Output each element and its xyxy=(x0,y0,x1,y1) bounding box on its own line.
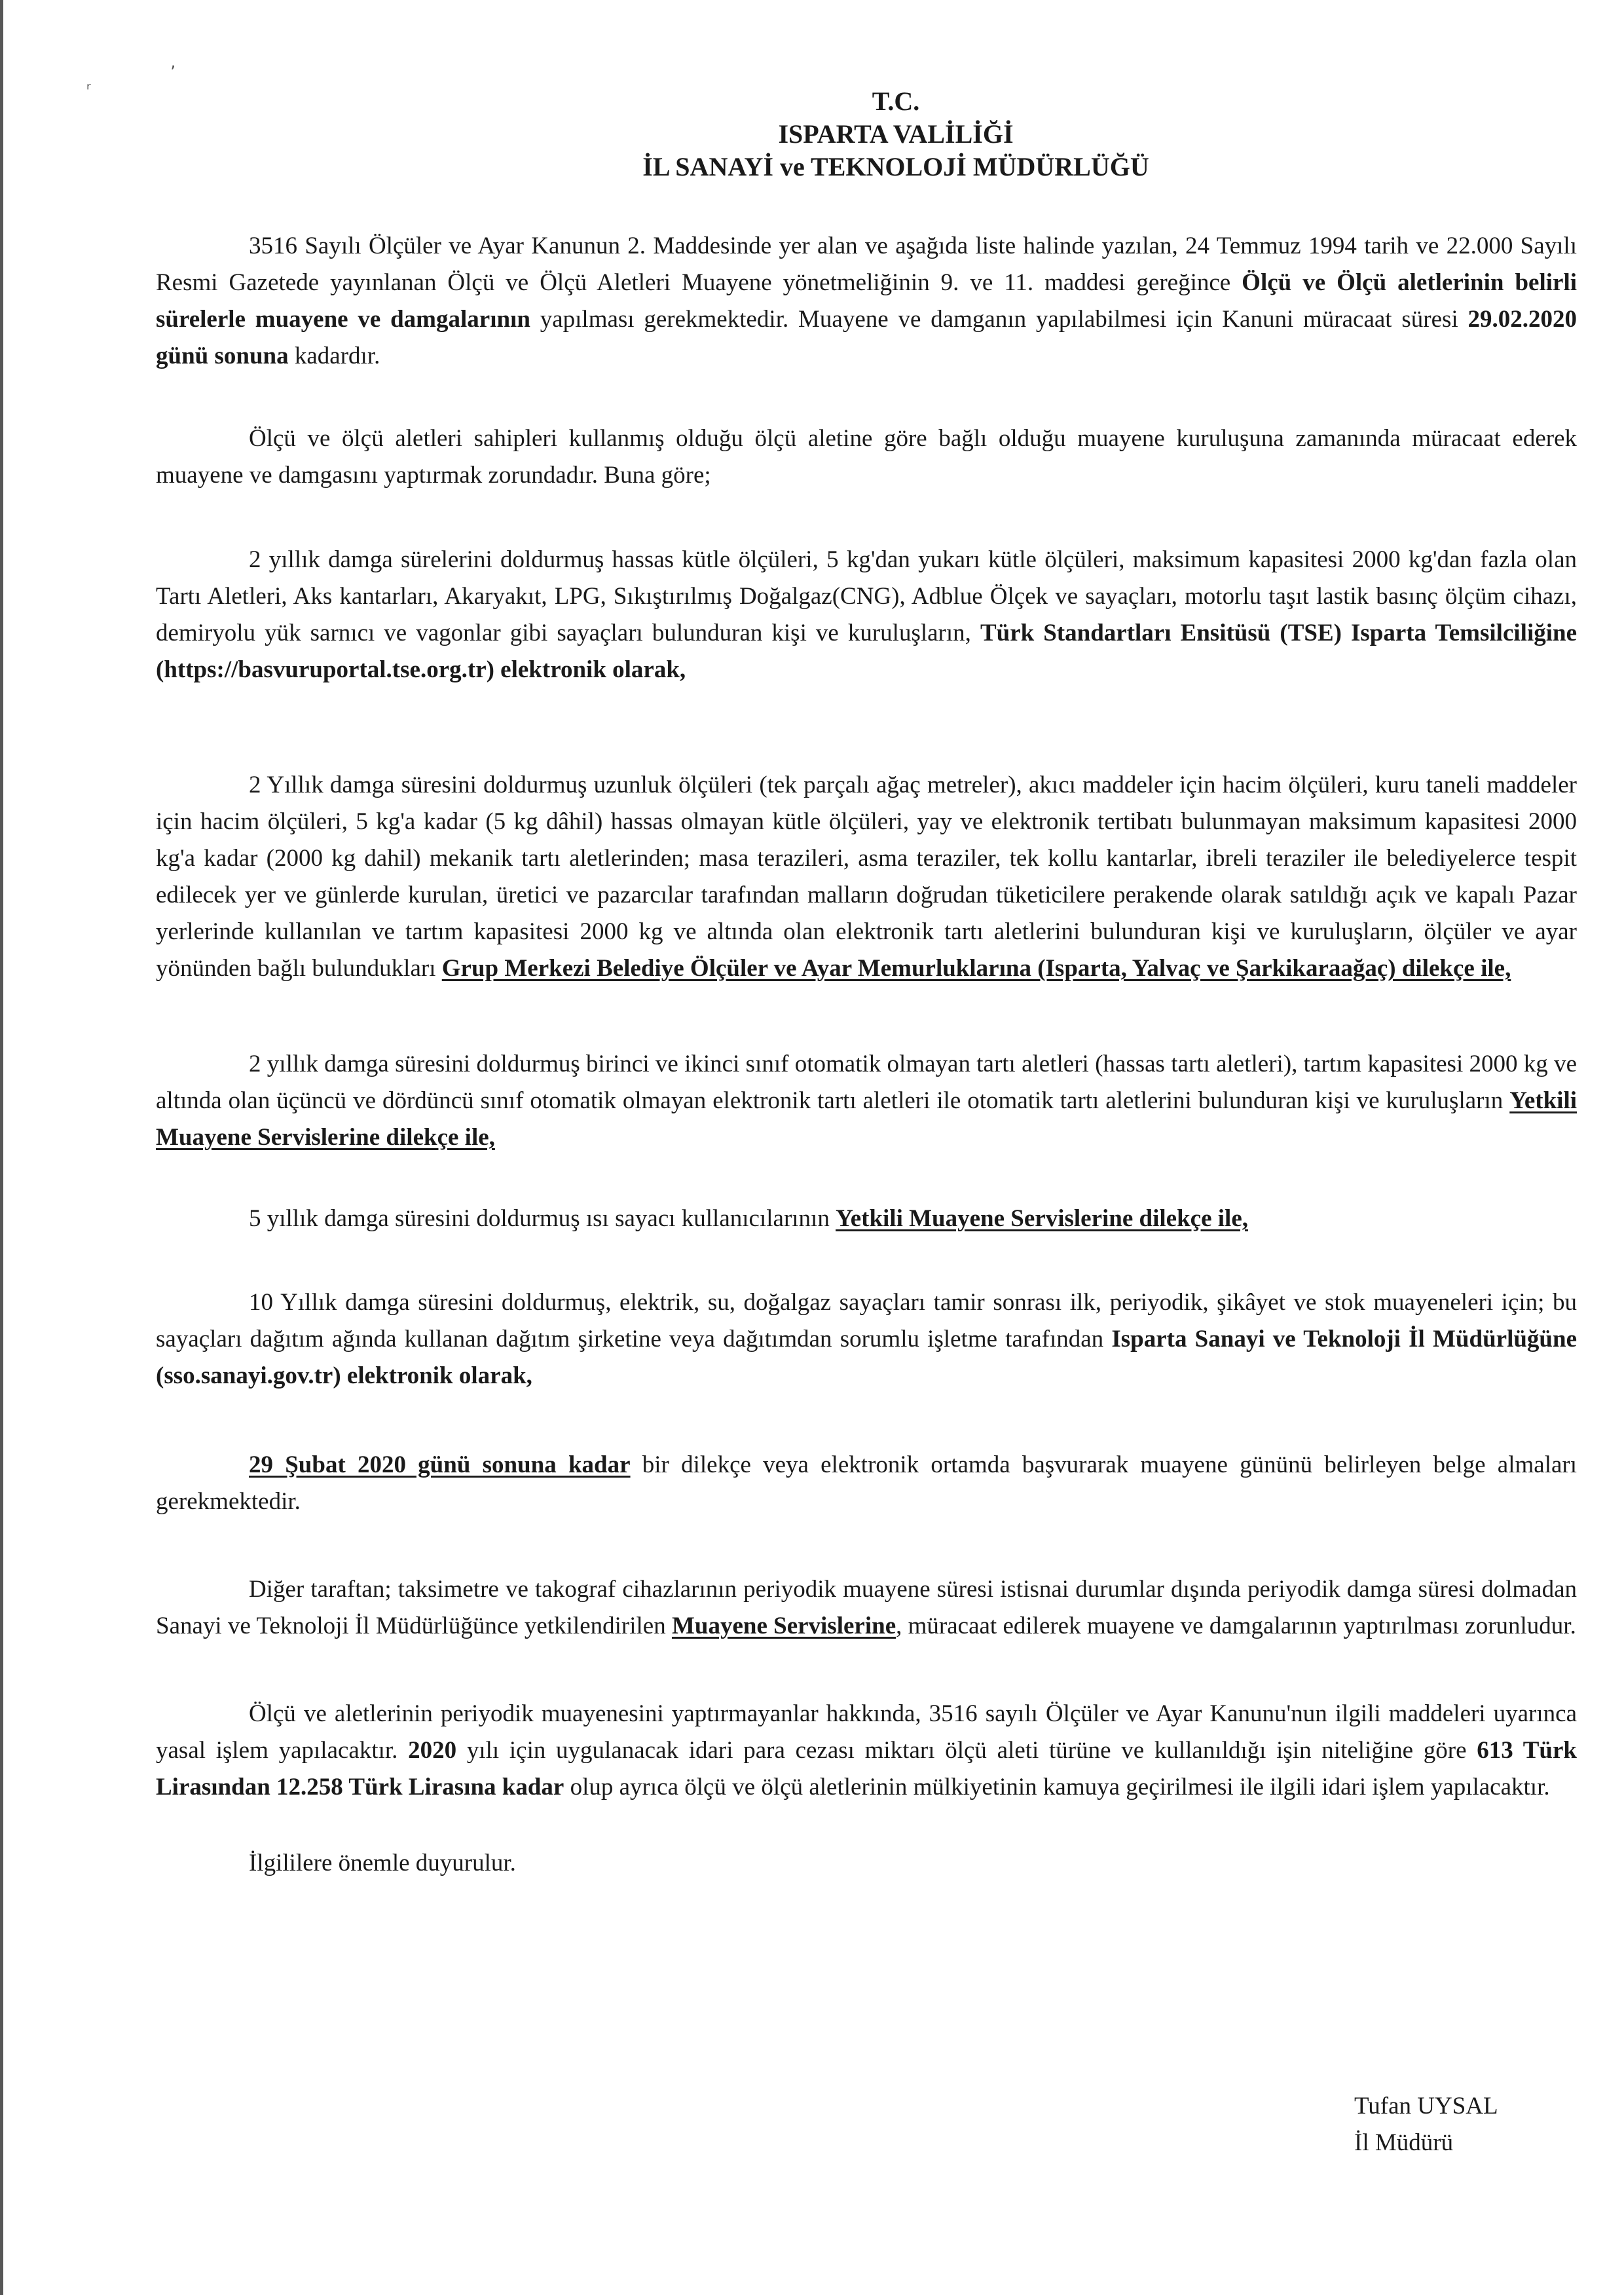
paragraph-text: kadardır. xyxy=(288,343,380,369)
paragraph-bold-underlined-text: Yetkili Muayene Servislerine dilekçe ile, xyxy=(156,1087,1577,1151)
paragraph-heat-meter xyxy=(156,1201,1577,1237)
letterhead-line-tc: T.C. xyxy=(872,86,920,116)
paragraph-text: İlgililere önemle duyurulur. xyxy=(249,1850,516,1876)
paragraph-tse-application xyxy=(156,542,1577,688)
deadline-text: 29.02.2020 günü sonuna xyxy=(156,306,1577,369)
paragraph-legal-basis xyxy=(156,228,1577,375)
penalty-year: 2020 xyxy=(408,1737,457,1764)
paragraph-text: olup ayrıca ölçü ve ölçü aletlerinin mülkiyetinin kamuya geçirilmesi ile ilgili idari işlem yapılacaktır. xyxy=(564,1774,1550,1801)
paragraph-text: 2 yıllık damga süresini doldurmuş birinci ve ikinci sınıf otomatik olmayan tartı aletleri (hassas tartı aletleri), tartım kapasitesi 2000 kg ve altında olan üçüncü ve dördüncü sınıf otomatik olmayan elektronik tartı aletleri ile otomatik tartı aletlerini bulunduran kişi ve kuruluşların xyxy=(156,1051,1577,1114)
scan-speck: ʳ xyxy=(86,80,91,100)
letterhead-line-governorship: ISPARTA VALİLİĞİ xyxy=(778,119,1014,149)
paragraph-text: 2 yıllık damga sürelerini doldurmuş hassas kütle ölçüleri, 5 kg'dan yukarı kütle ölçüleri, maksimum kapasitesi 2000 kg'dan fazla olan Tartı Aletleri, Aks kantarları, Akaryakıt, LPG, Sıkıştırılmış Doğalgaz(CNG), Adblue Ölçek ve sayaçları, motorlu taşıt lastik basınç ölçüm cihazı, demiryolu yük sarnıcı ve vagonlar gibi sayaçları bulunduran kişi ve kuruluşların, xyxy=(156,546,1577,646)
paragraph-utility-meters xyxy=(156,1284,1577,1394)
paragraph-closing xyxy=(156,1845,1577,1882)
paragraph-bold-underlined-text: Yetkili Muayene Servislerine dilekçe ile, xyxy=(836,1205,1248,1232)
paragraph-text: bir dilekçe veya elektronik ortamda başvurarak muayene gününü belirleyen belge almaları gerekmektedir. xyxy=(156,1451,1578,1515)
scan-speck: ʼ xyxy=(170,63,176,83)
paragraph-text: Ölçü ve ölçü aletleri sahipleri kullanmış olduğu ölçü aletine göre bağlı olduğu muayene kuruluşuna zamanında müracaat ederek muayene ve damgasını yaptırmak zorundadır. Buna göre; xyxy=(156,425,1577,489)
paragraph-deadline xyxy=(156,1447,1577,1520)
paragraph-municipality-application xyxy=(156,767,1577,987)
paragraph-text: 2 Yıllık damga süresini doldurmuş uzunluk ölçüleri (tek parçalı ağaç metreler), akıcı maddeler için hacim ölçüleri, kuru taneli maddeler için hacim ölçüleri, 5 kg'a kadar (5 kg dâhil) hassas olmayan kütle ölçüleri, yay ve elektronik tertibatı bulunmayan maksimum kapasitesi 2000 kg'a kadar (2000 kg dahil) mekanik tartı aletlerinden; masa terazileri, asma teraziler, tek kollu kantarlar, ibreli teraziler ile belediyelerce tespit edilecek yer ve günlerde kurulan, üretici ve pazarcılar tarafından malların doğrudan tüketicilere perakende olarak satıldığı açık ve kapalı Pazar yerlerinde kullanılan ve tartım kapasitesi 2000 kg ve altında olan elektronik tartı aletlerini bulunduran kişi ve kuruluşların, ölçüler ve ayar yönünden bağlı bulundukları xyxy=(156,772,1577,982)
paragraph-obligation xyxy=(156,420,1577,494)
paragraph-text: yılı için uygulanacak idari para cezası miktarı ölçü aleti türüne ve kullanıldığı işin niteliğine göre xyxy=(456,1737,1477,1764)
letterhead xyxy=(156,85,1577,183)
paragraph-bold-text: Ölçü ve Ölçü aletlerinin belirli sürelerle muayene ve damgalarının xyxy=(156,269,1578,333)
paragraph-text: 10 Yıllık damga süresini doldurmuş, elektrik, su, doğalgaz sayaçları tamir sonrası ilk, periyodik, şikâyet ve stok muayeneleri için; bu sayaçları dağıtım ağında kullanan dağıtım şirketine veya dağıtımdan sorumlu işletme tarafından xyxy=(156,1289,1577,1353)
paragraph-bold-text: Türk Standartları Ensitüsü (TSE) Isparta Temsilciliğine (https://basvuruportal.tse.org.tr) elektronik olarak, xyxy=(156,620,1578,683)
paragraph-penalty xyxy=(156,1696,1577,1806)
paragraph-text: 3516 Sayılı Ölçüler ve Ayar Kanunun 2. Maddesinde yer alan ve aşağıda liste halinde yazılan, 24 Temmuz 1994 tarih ve 22.000 Sayılı Resmi Gazetede yayınlanan Ölçü ve Ölçü Aletleri Muayene yönetmeliğinin 9. ve 11. maddesi gereğince xyxy=(156,233,1577,296)
paragraph-bold-underlined-text: Grup Merkezi Belediye Ölçüler ve Ayar Memurluklarına (Isparta, Yalvaç ve Şarkikaraağaç) dilekçe ile, xyxy=(441,955,1511,982)
signature-block xyxy=(1354,2088,1498,2161)
paragraph-text: yapılması gerekmektedir. Muayene ve damganın yapılabilmesi için Kanuni müracaat süresi xyxy=(530,306,1468,333)
paragraph-text: 5 yıllık damga süresini doldurmuş ısı sayacı kullanıcılarının xyxy=(249,1205,836,1232)
paragraph-text: Diğer taraftan; taksimetre ve takograf cihazlarının periyodik muayene süresi istisnai durumlar dışında periyodik damga süresi dolmadan Sanayi ve Teknoloji İl Müdürlüğünce yetkilendirilen xyxy=(156,1576,1577,1639)
paragraph-authorized-service-scales xyxy=(156,1046,1577,1156)
penalty-amount: 613 Türk Lirasından 12.258 Türk Lirasına kadar xyxy=(156,1737,1577,1801)
paragraph-text: Ölçü ve aletlerinin periyodik muayenesini yaptırmayanlar hakkında, 3516 sayılı Ölçüler ve Ayar Kanunu'nun ilgili maddeleri uyarınca yasal işlem yapılacaktır. xyxy=(156,1700,1577,1764)
deadline-text: 29 Şubat 2020 günü sonuna kadar xyxy=(249,1451,631,1478)
signatory-title: İl Müdürü xyxy=(1354,2129,1454,2156)
letterhead-line-directorate: İL SANAYİ ve TEKNOLOJİ MÜDÜRLÜĞÜ xyxy=(642,152,1149,181)
paragraph-text: , müracaat edilerek muayene ve damgalarının yaptırılması zorunludur. xyxy=(896,1613,1576,1639)
scan-edge-shadow xyxy=(0,0,3,2295)
paragraph-bold-underlined-text: Muayene Servislerine xyxy=(671,1613,896,1639)
signatory-name: Tufan UYSAL xyxy=(1354,2093,1498,2119)
paragraph-bold-text: Isparta Sanayi ve Teknoloji İl Müdürlüğüne (sso.sanayi.gov.tr) elektronik olarak, xyxy=(156,1326,1578,1389)
paragraph-taximeter-tachograph xyxy=(156,1571,1577,1645)
